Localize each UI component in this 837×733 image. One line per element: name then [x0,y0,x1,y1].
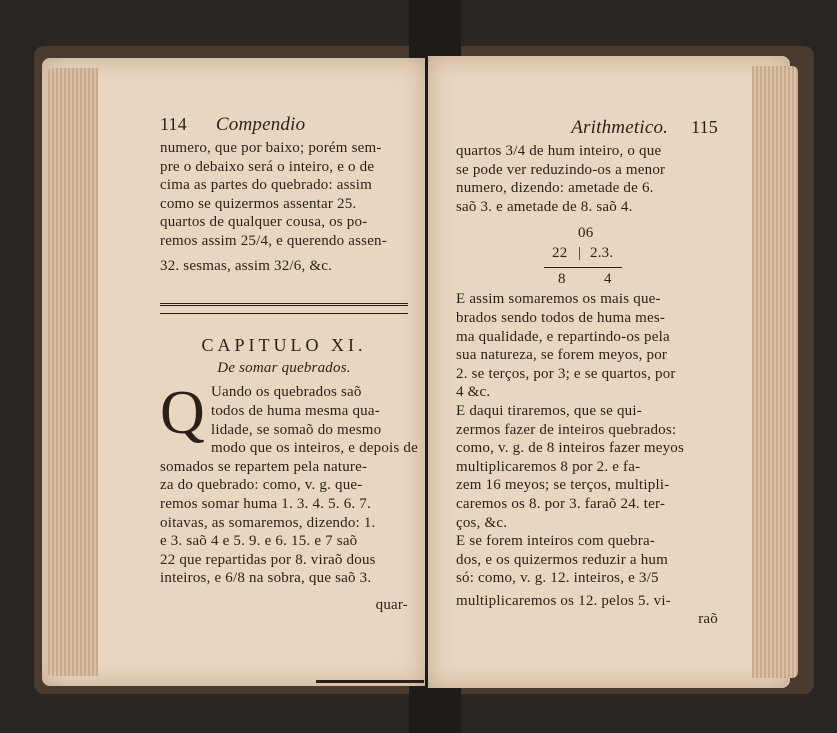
chapter-subtitle: De somar quebrados. [217,359,351,376]
left-line: remos somar huma 1. 3. 4. 5. 6. 7. [160,495,371,512]
page-bottom-rule [316,680,424,683]
calc-divider: | [578,245,582,262]
left-page-number: 114 [160,114,187,134]
right-line: ços, &c. [456,514,508,531]
ornament-rule [160,303,408,314]
left-line: quartos de qualquer cousa, os po- [160,214,368,231]
right-line: saõ 3. e ametade de 8. saõ 4. [456,198,633,215]
right-head-title: Arithmetico. [571,117,669,138]
right-page-edges [752,66,798,678]
calc-bot-left: 8 [558,271,566,288]
left-line: lidade, se somaõ do mesmo [210,421,382,438]
left-line: modo que os inteiros, e depois de [210,440,418,457]
calc-mid-right: 2.3. [590,245,614,262]
right-line: numero, dizendo: ametade de 6. [456,180,654,197]
right-line: quartos 3/4 de hum inteiro, o que [456,143,662,159]
calc-mid-left: 22 [552,245,568,262]
left-line: como se quizermos assentar 25. [160,195,357,212]
right-line: zem 16 meyos; se terços, multipli- [456,477,670,494]
right-line: E se forem inteiros com quebra- [456,533,656,550]
right-line: E assim somaremos os mais que- [456,291,661,308]
left-line: Uando os quebrados saõ [210,384,362,401]
right-line: 2. se terços, por 3; e se quartos, por [456,365,676,382]
left-catchword: quar- [375,596,408,613]
right-line: multiplicaremos 8 por 2. e fa- [456,458,641,475]
right-line: multiplicaremos os 12. pelos 5. vi- [456,592,671,609]
right-line: ma qualidade, e repartindo-os pela [456,328,670,345]
right-page-text [456,118,718,629]
calc-rule [544,267,622,268]
right-line: caremos os 8. por 3. faraõ 24. ter- [456,495,666,512]
right-running-head [456,118,718,142]
calc-bot-right: 4 [604,271,612,288]
left-line: remos assim 25/4, e querendo assen- [160,232,387,249]
left-line: 32. sesmas, assim 32/6, &c. [160,257,333,274]
chapter-title: CAPITULO XI. [201,335,367,356]
calc-top: 06 [578,225,594,242]
right-line: como, v. g. de 8 inteiros fazer meyos [456,440,685,457]
right-line: zermos fazer de inteiros quebrados: [456,421,677,438]
left-line: pre o debaixo será o inteiro, e o de [160,158,375,175]
left-running-head [160,115,408,139]
left-head-title: Compendio [215,114,306,135]
left-page-text [160,114,418,614]
right-line: brados sendo todos de huma mes- [456,309,666,326]
left-line: za do quebrado: como, v. g. que- [160,477,363,494]
chapter-body [160,379,418,588]
right-line: E daqui tiraremos, que se qui- [456,402,642,419]
right-line: só: como, v. g. 12. inteiros, e 3/5 [456,570,659,587]
right-line: sua natureza, se forem meyos, por [456,347,668,364]
left-line: cima as partes do quebrado: assim [160,177,372,194]
left-line: oitavas, as somaremos, dizendo: 1. [160,514,376,531]
drop-cap: Q [160,379,205,448]
left-line: numero, que por baixo; porém sem- [160,140,382,156]
left-line: somados se repartem pela nature- [160,458,368,475]
right-catchword: raõ [698,611,718,628]
left-line: todos de huma mesma qua- [210,402,380,419]
left-line: inteiros, e 6/8 na sobra, que saõ 3. [160,570,372,587]
reduction-calc [456,220,718,288]
right-page-number: 115 [691,117,718,137]
right-line: 4 &c. [456,384,491,401]
left-line: 22 que repartidas por 8. viraõ dous [160,551,376,568]
right-line: se pode ver reduzindo-os a menor [456,161,666,178]
left-page-edges [46,68,98,676]
right-line: dos, e os quizermos reduzir a hum [456,551,668,568]
left-line: e 3. saõ 4 e 5. 9. e 6. 15. e 7 saõ [160,533,358,550]
